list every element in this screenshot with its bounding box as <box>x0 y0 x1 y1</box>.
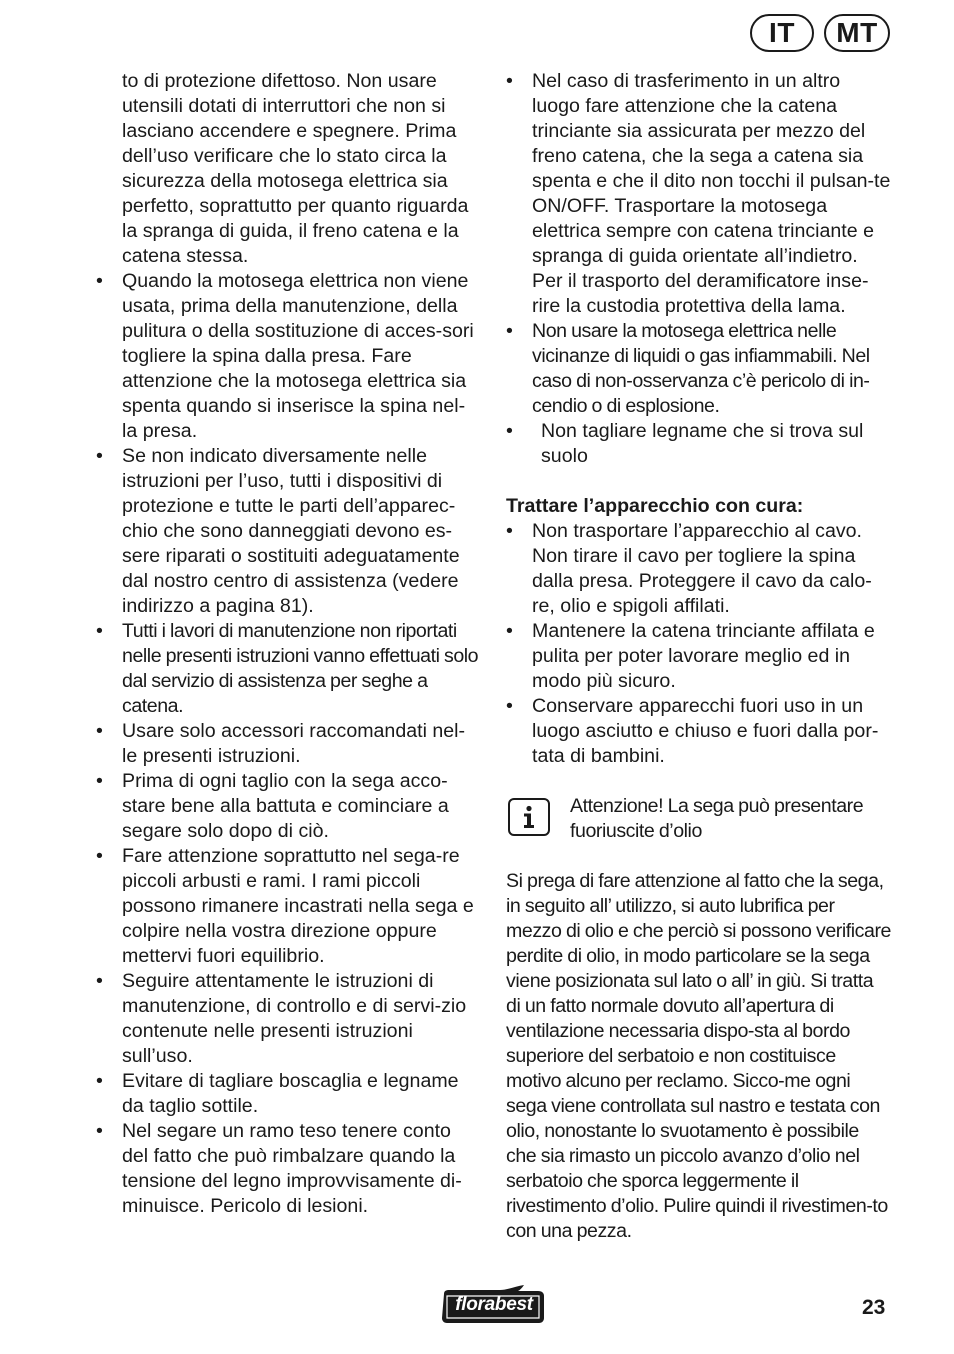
list-item: • Non trasportare l’apparecchio al cavo. Non tirare il cavo per togliere la spina dalla presa. Proteggere il cavo da calo-re, olio e spigoli affilati. <box>506 519 892 619</box>
language-badge-mt: MT <box>824 14 890 52</box>
list-item: • Nel caso di trasferimento in un altro luogo fare attenzione che la catena trinciante sia assicurata per mezzo del freno catena, che la sega a catena sia spenta e che il dito non tocchi il pulsan-te ON/OFF. Trasportare la motosega elettrica sempre con catena trinciante e spranga di guida orientate all’indietro. Per il trasporto del deramificatore inse-rire la custodia protettiva della lama. <box>506 69 892 319</box>
list-item: • Nel segare un ramo teso tenere conto del fatto che può rimbalzare quando la tensione del legno improvvisamente di-minuisce. Pericolo di lesioni. <box>96 1119 480 1219</box>
language-badge-it: IT <box>750 14 814 52</box>
oil-paragraph: Si prega di fare attenzione al fatto che la sega, in seguito all’ utilizzo, si auto lubrifica per mezzo di olio e che perciò si possono verificare perdite di olio, in modo particolare se la sega viene posizionata sul lato o all’ in giù. Si tratta di un fatto normale dovuto all’apertura di ventilazione necessaria dispo-sta al bordo superiore del serbatoio e non costituisce motivo alcuno per reclamo. Sicco-me ogni sega viene controllata sul nastro e testata con olio, nonostante lo svuotamento è possibile che sia rimasto un piccolo avanzo d’olio nel serbatoio che sporca leggermente il rivestimento d’olio. Pulire quindi il rivestimen-to con una pezza. <box>506 870 891 1242</box>
list-item: • Seguire attentamente le istruzioni di manutenzione, di controllo e di servi-zio contenute nelle presenti istruzioni sull’uso. <box>96 969 480 1069</box>
continuation-paragraph: to di protezione difettoso. Non usare utensili dotati di interruttori che non si lasciano accendere e spegnere. Prima dell’uso verificare che lo stato circa la sicurezza della motosega elettrica sia perfetto, soprattutto per quanto riguarda la spranga di guida, il freno catena e la catena stessa. <box>122 70 469 267</box>
list-item: • Non usare la motosega elettrica nelle vicinanze di liquidi o gas infiammabili. Nel caso di non-osservanza c’è pericolo di in-cendio o di esplosione. <box>506 319 892 419</box>
right-column <box>506 69 892 1244</box>
list-item: • Fare attenzione soprattutto nel sega-re piccoli arbusti e rami. I rami piccoli possono rimanere incastrati nella sega e colpire nella vostra direzione oppure mettervi fuori equilibrio. <box>96 844 480 969</box>
list-item: • Non tagliare legname che si trova sul suolo <box>506 419 892 469</box>
left-column <box>96 69 480 1219</box>
section-heading: Trattare l’apparecchio con cura: <box>506 495 804 517</box>
oil-notice <box>506 794 892 844</box>
info-icon <box>508 798 550 836</box>
list-item: • Usare solo accessori raccomandati nel-le presenti istruzioni. <box>96 719 480 769</box>
notice-text: Attenzione! La sega può presentare fuoriuscite d’olio <box>570 795 864 842</box>
list-item: • Conservare apparecchi fuori uso in un luogo asciutto e chiuso e fuori dalla por-tata di bambini. <box>506 694 892 769</box>
list-item: • Prima di ogni taglio con la sega acco-stare bene alla battuta e cominciare a segare solo dopo di ciò. <box>96 769 480 844</box>
list-item: • Evitare di tagliare boscaglia e legname da taglio sottile. <box>96 1069 480 1119</box>
list-item: • Quando la motosega elettrica non viene usata, prima della manutenzione, della pulitura o della sostituzione di acces-sori togliere la spina dalla presa. Fare attenzione che la motosega elettrica sia spenta quando si inserisce la spina nel-la presa. <box>96 269 480 444</box>
list-item: • Tutti i lavori di manutenzione non riportati nelle presenti istruzioni vanno effettuati solo dal servizio di assistenza per seghe a catena. <box>96 619 480 719</box>
page-number: 23 <box>862 1296 886 1319</box>
list-item: • Se non indicato diversamente nelle istruzioni per l’uso, tutti i dispositivi di protezione e tutte le parti dell’apparec-chio che sono danneggiati devono es-sere riparati o sostituiti adeguatamente dal nostro centro di assistenza (vedere indirizzo a pagina 81). <box>96 444 480 619</box>
brand-name: florabest <box>455 1294 533 1315</box>
list-item: • Mantenere la catena trinciante affilata e pulita per poter lavorare meglio ed in modo più sicuro. <box>506 619 892 694</box>
